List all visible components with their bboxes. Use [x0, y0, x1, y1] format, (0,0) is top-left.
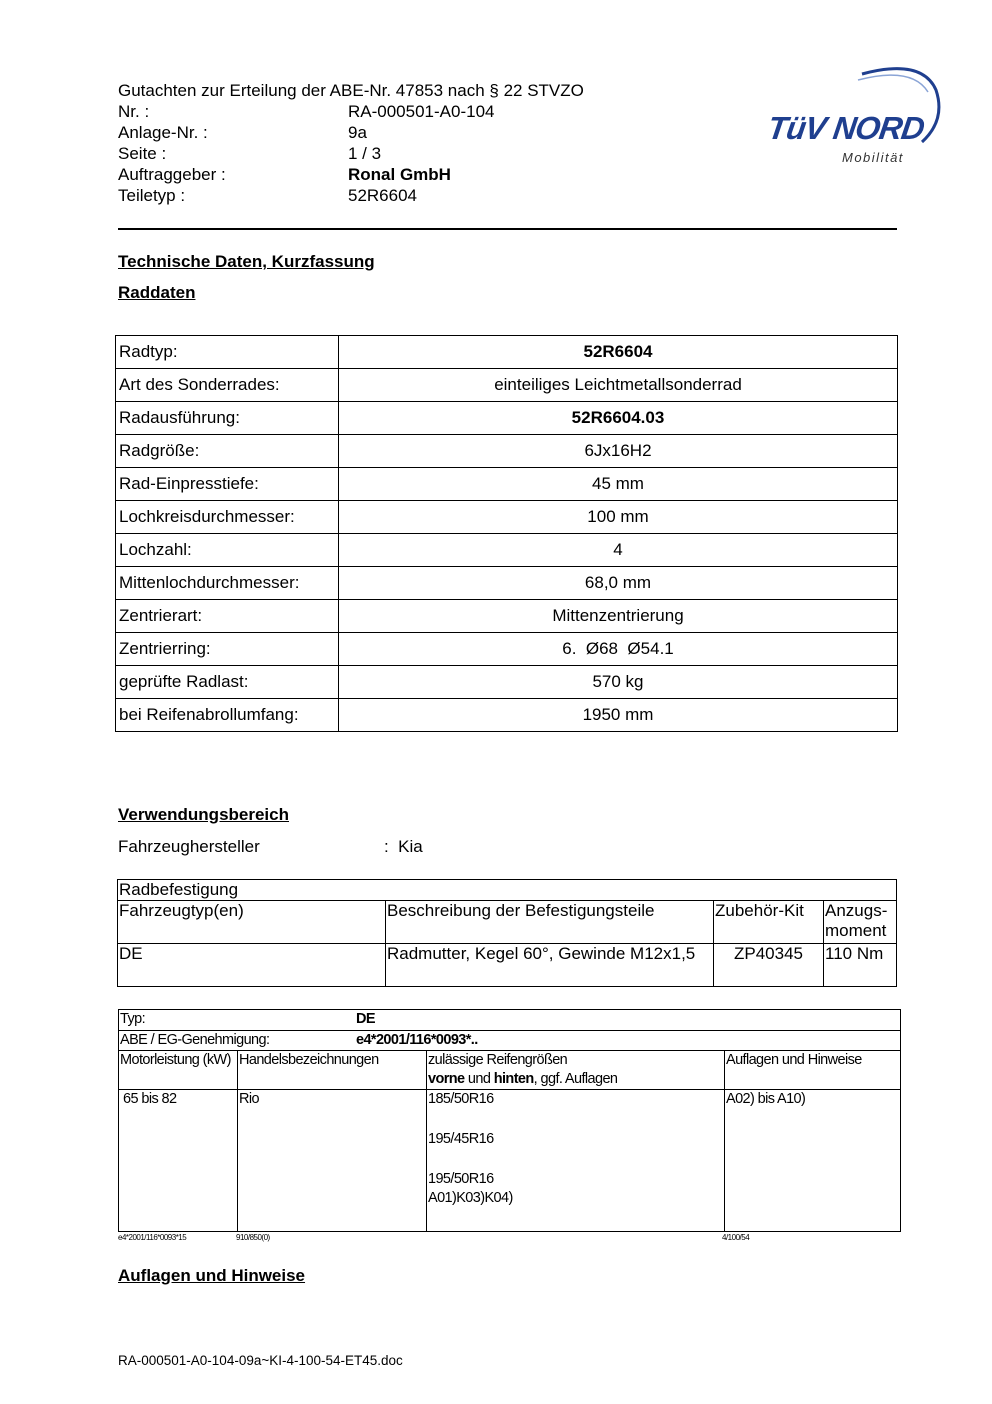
table-row	[118, 944, 897, 987]
col-header: Anzugs-moment	[824, 901, 897, 944]
header-row-anlage	[118, 122, 584, 143]
col-header: Beschreibung der Befestigungsteile	[386, 901, 714, 944]
header-label: Nr. :	[118, 102, 150, 121]
table-row	[119, 1031, 901, 1051]
radbefestigung-table	[117, 879, 897, 987]
row-label: Zentrierart:	[116, 600, 339, 633]
cell-handelsbezeichnung: Rio	[238, 1090, 427, 1232]
heading-technical-data: Technische Daten, Kurzfassung	[118, 252, 375, 271]
row-label: Mittenlochdurchmesser:	[116, 567, 339, 600]
table-row	[116, 666, 898, 699]
typ-table	[118, 1009, 901, 1232]
document-title: Gutachten zur Erteilung der ABE-Nr. 47853 nach § 22 STVZO	[118, 81, 584, 100]
abe-label: ABE / EG-Genehmigung:	[120, 1032, 270, 1048]
typ-row	[119, 1010, 901, 1031]
abe-row	[119, 1031, 901, 1051]
table-row	[116, 468, 898, 501]
header-value: 9a	[348, 123, 367, 142]
row-label: geprüfte Radlast:	[116, 666, 339, 699]
row-value: 1950 mm	[339, 699, 898, 732]
col-reifen-hinten: hinten	[493, 1071, 534, 1087]
typ-value: DE	[356, 1011, 375, 1027]
col-reifen-vorne: vorne	[428, 1071, 465, 1087]
cell-auflagen: A02) bis A10)	[725, 1090, 901, 1232]
table-row	[119, 1090, 901, 1232]
header-row-teiletyp	[118, 185, 584, 206]
col-reifen-rest: , ggf. Auflagen	[533, 1071, 618, 1087]
row-label: Rad-Einpresstiefe:	[116, 468, 339, 501]
raddaten-table	[115, 335, 898, 732]
header-value: RA-000501-A0-104	[348, 102, 495, 121]
row-value: 6Jx16H2	[339, 435, 898, 468]
cell-moment: 110 Nm	[824, 944, 897, 987]
header-label: Auftraggeber :	[118, 165, 226, 184]
header-label: Teiletyp :	[118, 186, 186, 205]
footnote-code: 4/100/54	[722, 1233, 750, 1242]
row-value: 45 mm	[339, 468, 898, 501]
footnote-weight: 910/850(0)	[236, 1233, 270, 1242]
table-row	[119, 1010, 901, 1031]
col-header: Fahrzeugtyp(en)	[118, 901, 386, 944]
radbefestigung-title: Radbefestigung	[118, 880, 897, 901]
cell-typ: DE	[118, 944, 386, 987]
heading-raddaten: Raddaten	[118, 283, 196, 302]
col-reifengroessen	[427, 1051, 725, 1090]
header-label: Anlage-Nr. :	[118, 123, 208, 142]
table-row	[116, 501, 898, 534]
row-value: 52R6604	[339, 336, 898, 369]
table-row	[116, 567, 898, 600]
fahrzeughersteller-label: Fahrzeughersteller	[118, 837, 260, 856]
table-row	[116, 435, 898, 468]
header-value: 1 / 3	[348, 144, 382, 163]
cell-reifengroessen	[427, 1090, 725, 1232]
row-value: 6. Ø68 Ø54.1	[339, 633, 898, 666]
row-label: bei Reifenabrollumfang:	[116, 699, 339, 732]
cell-motorleistung: 65 bis 82	[119, 1090, 238, 1232]
logo-brand: TüV NORD	[765, 110, 927, 146]
footnote-abe: e4*2001/116*0093*15	[118, 1233, 187, 1242]
header-value: Ronal GmbH	[348, 165, 451, 184]
header-row-seite	[118, 143, 584, 164]
col-auflagen: Auflagen und Hinweise	[725, 1051, 901, 1090]
tire-size: 195/45R16	[428, 1131, 494, 1147]
row-value: einteiliges Leichtmetallsonderrad	[339, 369, 898, 402]
row-label: Lochkreisdurchmesser:	[116, 501, 339, 534]
document-header	[118, 80, 584, 206]
table-row	[118, 901, 897, 944]
table-row	[118, 880, 897, 901]
table-row	[119, 1051, 901, 1090]
tire-size: 185/50R16	[428, 1091, 494, 1107]
col-reifen-line1: zulässige Reifengrößen	[428, 1052, 568, 1068]
row-label: Art des Sonderrades:	[116, 369, 339, 402]
row-value: 52R6604.03	[339, 402, 898, 435]
fahrzeughersteller-value: : Kia	[384, 837, 423, 856]
col-handelsbezeichnungen: Handelsbezeichnungen	[238, 1051, 427, 1090]
tire-size: 195/50R16	[428, 1171, 494, 1187]
header-label: Seite :	[118, 144, 167, 163]
table-row	[116, 534, 898, 567]
document-filename: RA-000501-A0-104-09a~KI-4-100-54-ET45.doc	[118, 1353, 403, 1368]
cell-kit: ZP40345	[714, 944, 824, 987]
table-row	[116, 633, 898, 666]
header-row-auftraggeber	[118, 164, 584, 185]
row-label: Zentrierring:	[116, 633, 339, 666]
row-label: Radtyp:	[116, 336, 339, 369]
table-row	[116, 699, 898, 732]
tire-notes: A01)K03)K04)	[428, 1190, 513, 1206]
row-value: 570 kg	[339, 666, 898, 699]
table-row	[116, 402, 898, 435]
header-divider	[118, 228, 897, 230]
heading-verwendungsbereich: Verwendungsbereich	[118, 805, 289, 824]
abe-value: e4*2001/116*0093*..	[356, 1032, 478, 1048]
row-label: Lochzahl:	[116, 534, 339, 567]
table-row	[116, 336, 898, 369]
row-value: 4	[339, 534, 898, 567]
col-reifen-und: und	[464, 1071, 494, 1087]
typ-label: Typ:	[120, 1011, 145, 1027]
row-label: Radausführung:	[116, 402, 339, 435]
table-row	[116, 600, 898, 633]
logo-subtitle: Mobilität	[842, 150, 904, 165]
col-motorleistung: Motorleistung (kW)	[119, 1051, 238, 1090]
tuv-nord-logo	[762, 60, 942, 170]
cell-beschreibung: Radmutter, Kegel 60°, Gewinde M12x1,5	[386, 944, 714, 987]
row-value: 68,0 mm	[339, 567, 898, 600]
header-row-nr	[118, 101, 584, 122]
col-header: Zubehör-Kit	[714, 901, 824, 944]
table-row	[116, 369, 898, 402]
heading-auflagen-hinweise: Auflagen und Hinweise	[118, 1266, 306, 1285]
row-label: Radgröße:	[116, 435, 339, 468]
header-value: 52R6604	[348, 186, 418, 205]
row-value: Mittenzentrierung	[339, 600, 898, 633]
row-value: 100 mm	[339, 501, 898, 534]
